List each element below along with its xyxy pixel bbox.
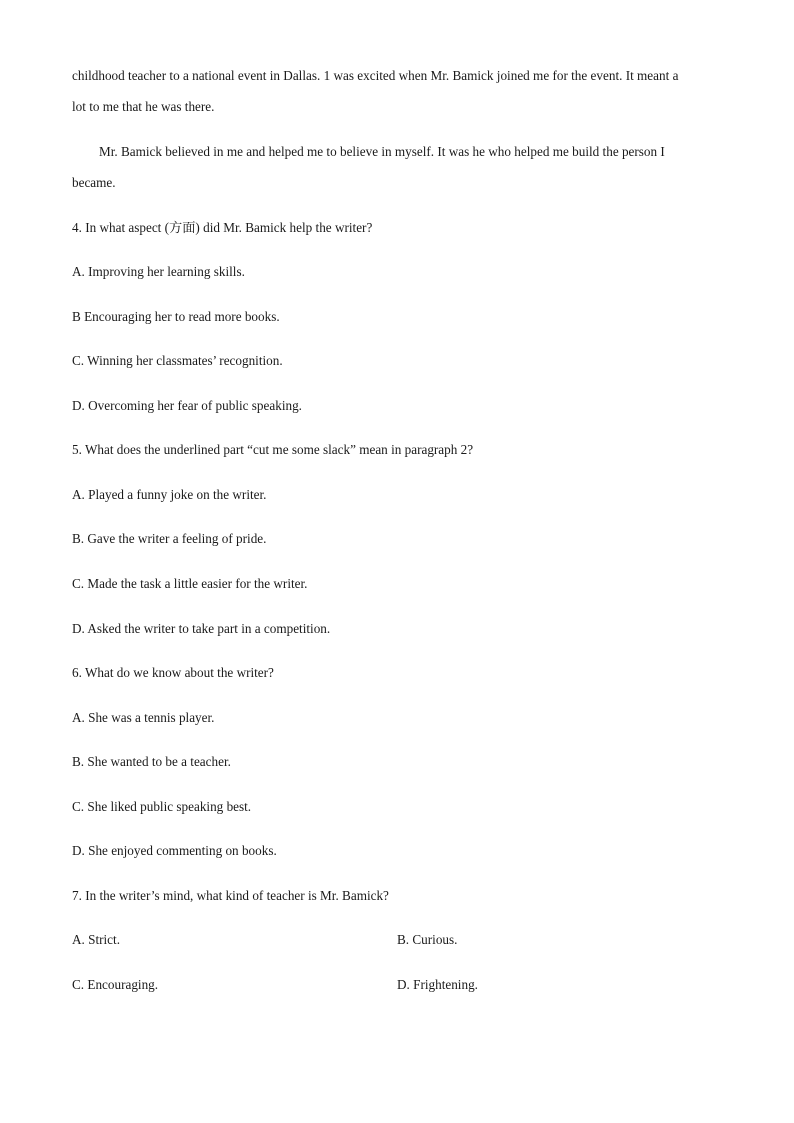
answer-option: A. Played a funny joke on the writer. (72, 487, 267, 502)
answer-option: B. She wanted to be a teacher. (72, 754, 231, 769)
answer-option: C. Encouraging. (72, 977, 159, 992)
question-stem: 7. In the writer’s mind, what kind of teacher is Mr. Bamick? (72, 888, 389, 903)
passage-line: lot to me that he was there. (72, 99, 215, 114)
question-stem: 6. What do we know about the writer? (72, 665, 274, 680)
answer-option: B Encouraging her to read more books. (72, 309, 280, 324)
answer-option: B. Curious. (397, 932, 458, 947)
question-stem: 5. What does the underlined part “cut me some slack” mean in paragraph 2? (72, 442, 474, 457)
passage-line: Mr. Bamick believed in me and helped me to believe in myself. It was he who helped me build the person I (99, 144, 665, 159)
answer-option: A. Strict. (72, 932, 120, 947)
passage-line: became. (72, 175, 116, 190)
answer-option: D. Overcoming her fear of public speaking. (72, 398, 302, 413)
answer-option: C. Winning her classmates’ recognition. (72, 353, 283, 368)
answer-option: C. She liked public speaking best. (72, 799, 252, 814)
answer-option: D. She enjoyed commenting on books. (72, 843, 277, 858)
answer-option: C. Made the task a little easier for the writer. (72, 576, 308, 591)
question-stem: 4. In what aspect (方面) did Mr. Bamick help the writer? (72, 220, 373, 235)
answer-option: D. Frightening. (397, 977, 478, 992)
answer-option: D. Asked the writer to take part in a competition. (72, 621, 331, 636)
answer-option: A. She was a tennis player. (72, 710, 215, 725)
answer-option: B. Gave the writer a feeling of pride. (72, 531, 267, 546)
answer-option: A. Improving her learning skills. (72, 264, 245, 279)
passage-line: childhood teacher to a national event in Dallas. 1 was excited when Mr. Bamick joined me for the event. It meant a (72, 68, 679, 83)
